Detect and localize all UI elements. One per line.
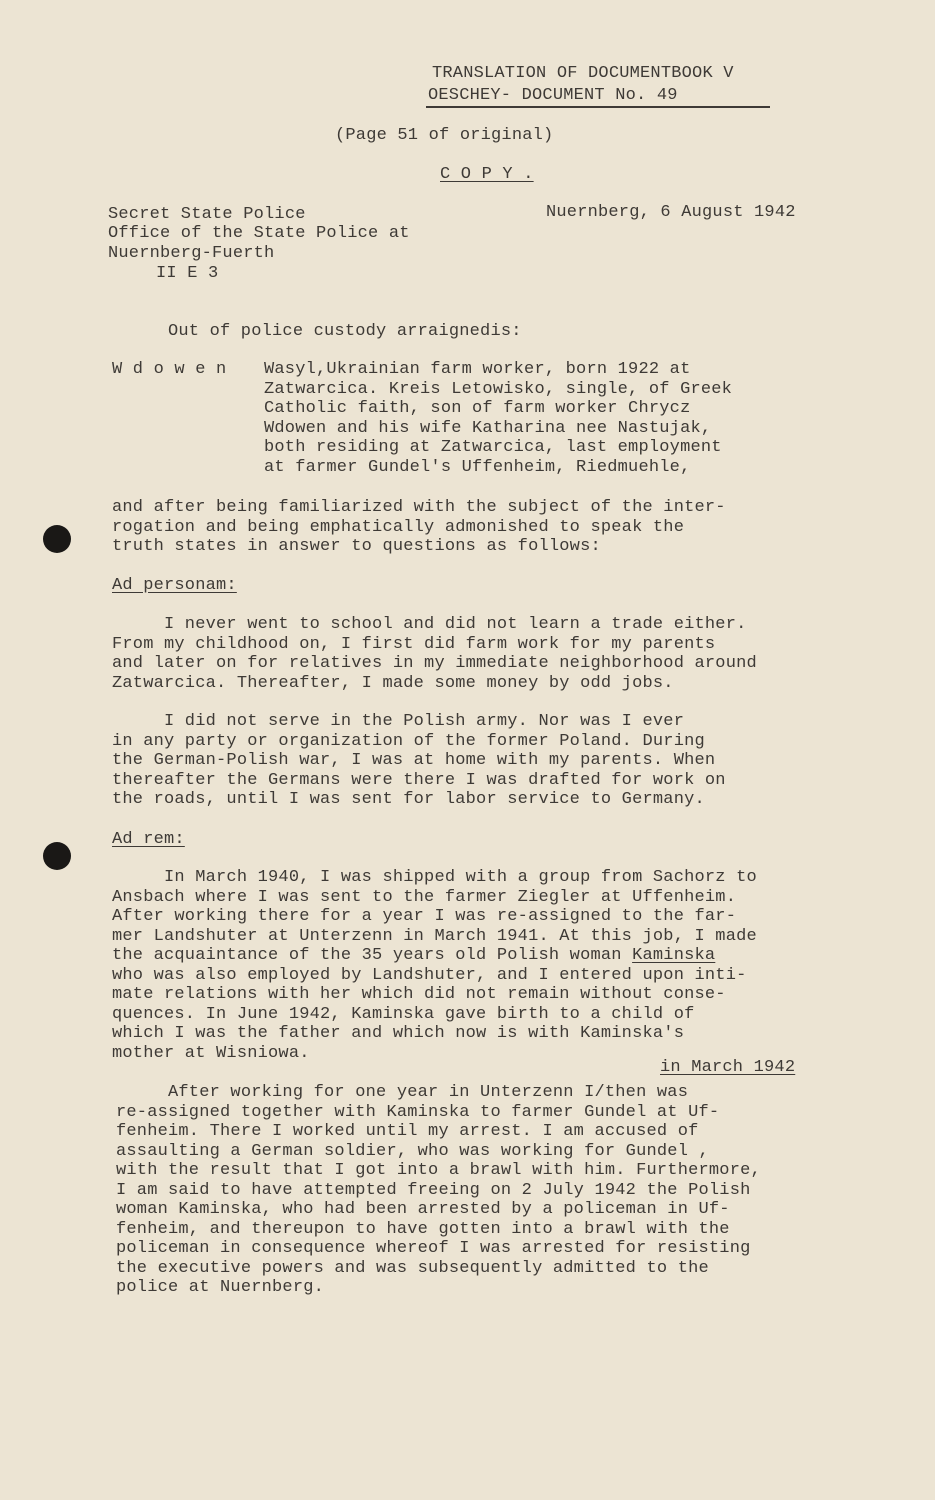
text-line: fenheim, and thereupon to have gotten into a brawl with the — [116, 1219, 730, 1239]
statement-line: rogation and being emphatically admonished to speak the — [112, 517, 685, 537]
punch-hole-bottom — [43, 842, 71, 870]
sender-line-4: II E 3 — [156, 264, 219, 283]
text-line: After working there for a year I was re-assigned to the far- — [112, 907, 737, 926]
sender-line-3: Nuernberg-Fuerth — [108, 244, 275, 263]
ad-rem-paragraph-2 — [116, 1083, 761, 1298]
text-fragment: the acquaintance of the 35 years old Polish woman — [112, 946, 633, 965]
person-details — [264, 360, 732, 477]
text-line: the roads, until I was sent for labor service to Germany. — [112, 790, 705, 809]
text-line: thereafter the Germans were there I was drafted for work on — [112, 770, 726, 790]
text-line: the executive powers and was subsequently admitted to the — [116, 1258, 709, 1278]
ad-rem-paragraph-1 — [112, 868, 757, 1063]
inserted-note: in March 1942 — [660, 1058, 796, 1077]
header-rule — [426, 106, 770, 108]
custody-intro: Out of police custody arraignedis: — [168, 322, 522, 341]
person-line: Zatwarcica. Kreis Letowisko, single, of Greek — [264, 379, 733, 399]
sender-line-2: Office of the State Police at — [108, 224, 410, 243]
person-line: Catholic faith, son of farm worker Chrycz — [264, 399, 691, 418]
underlined-name: Kaminska — [632, 946, 716, 965]
text-line: police at Nuernberg. — [116, 1278, 325, 1297]
person-surname: W d o w e n — [112, 360, 227, 379]
text-line: the German-Polish war, I was at home with my parents. When — [112, 751, 716, 770]
header-document-number: OESCHEY- DOCUMENT No. 49 — [428, 86, 678, 105]
statement-line: and after being familiarized with the subject of the inter- — [112, 498, 726, 517]
text-line: Ansbach where I was sent to the farmer Ziegler at Uffenheim. — [112, 887, 737, 907]
text-line: in any party or organization of the former Poland. During — [112, 731, 705, 751]
text-line: I did not serve in the Polish army. Nor was I ever — [112, 712, 685, 731]
statement-line: truth states in answer to questions as follows: — [112, 537, 601, 556]
copy-label: C O P Y . — [440, 165, 534, 184]
person-line: both residing at Zatwarcica, last employment — [264, 438, 722, 457]
text-line: with the result that I got into a brawl with him. Furthermore, — [116, 1161, 761, 1180]
text-line: mer Landshuter at Unterzenn in March 1941. At this job, I made — [112, 926, 757, 946]
insertion-mark: I/then was — [584, 1083, 689, 1102]
person-line: Wasyl,Ukrainian farm worker, born 1922 at — [264, 360, 691, 379]
text-line: re-assigned together with Kaminska to farmer Gundel at Uf- — [116, 1102, 720, 1122]
punch-hole-top — [43, 525, 71, 553]
person-line: Wdowen and his wife Katharina nee Nastujak, — [264, 418, 712, 438]
text-line: mate relations with her which did not remain without conse- — [112, 985, 726, 1004]
text-line: and later on for relatives in my immediate neighborhood around — [112, 654, 757, 673]
text-line: which I was the father and which now is with Kaminska's — [112, 1024, 685, 1043]
text-line: I never went to school and did not learn a trade either. — [112, 615, 747, 634]
text-fragment: After working for one year in Unterzenn — [116, 1083, 585, 1102]
ad-personam-paragraph-1 — [112, 615, 757, 693]
text-line: I am said to have attempted freeing on 2 July 1942 the Polish — [116, 1180, 751, 1200]
ad-personam-heading: Ad personam: — [112, 576, 237, 595]
text-line: woman Kaminska, who had been arrested by a policeman in Uf- — [116, 1200, 730, 1219]
text-line: mother at Wisniowa. — [112, 1043, 310, 1063]
text-line: In March 1940, I was shipped with a group from Sachorz to — [112, 868, 757, 887]
header-title: TRANSLATION OF DOCUMENTBOOK V — [432, 64, 734, 83]
place-date: Nuernberg, 6 August 1942 — [546, 203, 796, 222]
text-line-with-name — [112, 946, 757, 966]
sender-line-1: Secret State Police — [108, 205, 306, 224]
person-line: at farmer Gundel's Uffenheim, Riedmuehle, — [264, 457, 691, 477]
page-reference: (Page 51 of original) — [335, 126, 554, 145]
text-line: fenheim. There I worked until my arrest. I am accused of — [116, 1122, 699, 1141]
ad-personam-paragraph-2 — [112, 712, 726, 810]
ad-rem-heading: Ad rem: — [112, 830, 185, 849]
text-line-with-insertion — [116, 1083, 761, 1103]
text-line: assaulting a German soldier, who was working for Gundel , — [116, 1141, 709, 1161]
statement-intro — [112, 498, 726, 557]
text-line: policeman in consequence whereof I was arrested for resisting — [116, 1239, 751, 1258]
text-line: quences. In June 1942, Kaminska gave birth to a child of — [112, 1004, 695, 1024]
text-line: Zatwarcica. Thereafter, I made some money by odd jobs. — [112, 673, 674, 693]
text-line: who was also employed by Landshuter, and I entered upon inti- — [112, 965, 747, 985]
text-line: From my childhood on, I first did farm work for my parents — [112, 634, 716, 654]
